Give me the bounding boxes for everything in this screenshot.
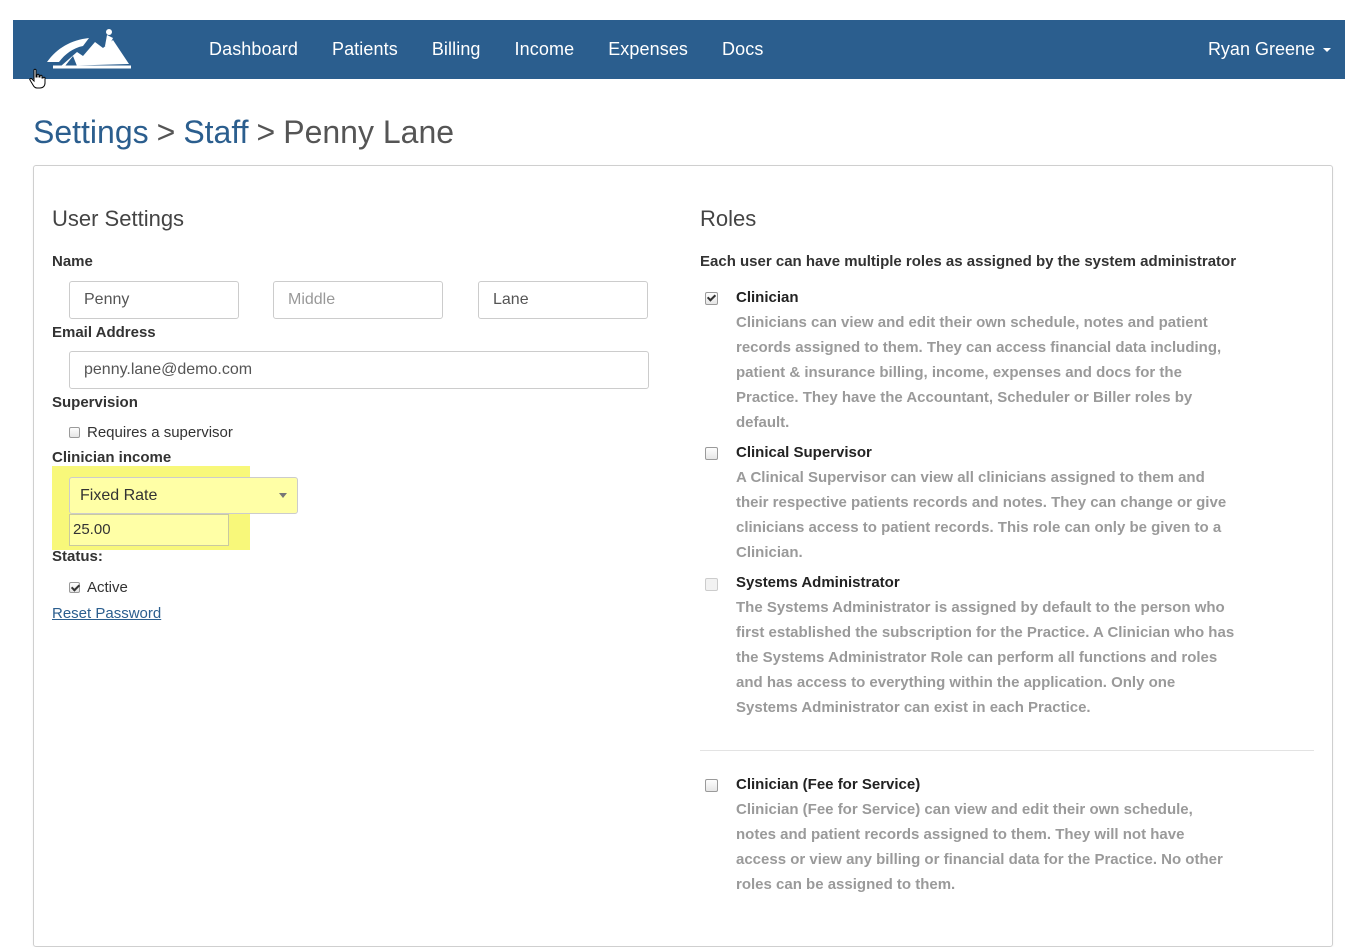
middle-name-input[interactable]: Middle — [273, 281, 443, 319]
user-settings-title: User Settings — [52, 206, 185, 231]
name-label: Name — [52, 253, 93, 270]
nav-billing[interactable]: Billing — [431, 39, 481, 59]
nav-patients[interactable]: Patients — [331, 39, 398, 59]
role-clinician-checkbox[interactable] — [705, 292, 718, 305]
breadcrumb-staff-link[interactable]: Staff — [183, 114, 249, 150]
user-name: Ryan Greene — [1207, 39, 1315, 59]
role-clinical-supervisor-checkbox[interactable] — [705, 447, 718, 460]
income-rate-input[interactable]: 25.00 — [69, 514, 229, 546]
caret-down-icon — [1323, 48, 1331, 52]
brand-logo-icon[interactable] — [43, 26, 135, 72]
nav-docs[interactable]: Docs — [722, 39, 764, 59]
role-systems-admin-checkbox[interactable] — [705, 578, 718, 591]
role-clinical-supervisor-desc: A Clinical Supervisor can view all clinicians assigned to them and their respective patients records and notes. They can change or give clinicians access to patient records. This role can only be given to a Clinician. — [736, 469, 1227, 561]
nav-income[interactable]: Income — [514, 39, 575, 59]
clinician-income-label: Clinician income — [52, 449, 172, 466]
roles-divider — [700, 750, 1314, 751]
email-input[interactable]: penny.lane@demo.com — [69, 351, 649, 389]
email-label: Email Address — [52, 324, 156, 341]
requires-supervisor-checkbox[interactable] — [69, 427, 80, 438]
role-clinician-desc: Clinicians can view and edit their own schedule, notes and patient records assigned to them. They can access financial data including, patient & insurance billing, income, expenses and docs for the Practice. They have the Accountant, Scheduler or Biller roles by default. — [736, 314, 1222, 431]
breadcrumb-current: Penny Lane — [283, 114, 455, 150]
last-name-input[interactable]: Lane — [478, 281, 648, 319]
role-fee-for-service-title: Clinician (Fee for Service) — [736, 776, 921, 793]
breadcrumb-settings-link[interactable]: Settings — [33, 114, 149, 150]
role-systems-admin-title: Systems Administrator — [736, 574, 900, 591]
dropdown-arrow-icon — [279, 493, 287, 498]
nav-dashboard[interactable]: Dashboard — [209, 39, 298, 59]
roles-subtitle: Each user can have multiple roles as assigned by the system administrator — [700, 253, 1237, 270]
status-label: Status: — [52, 548, 103, 565]
hand-cursor-icon — [29, 68, 47, 90]
nav-expenses[interactable]: Expenses — [608, 39, 689, 59]
breadcrumb — [33, 114, 454, 151]
role-systems-admin-desc: The Systems Administrator is assigned by default to the person who first established the subscription for the Practice. A Clinician who has the Systems Administrator Role can perform all functions and roles and has access to everything within the application. Only one Systems Administrator can exist in each Practice. — [736, 599, 1235, 716]
income-type-select[interactable] — [69, 477, 298, 514]
requires-supervisor-label: Requires a supervisor — [87, 424, 233, 441]
breadcrumb-separator: > — [256, 114, 276, 150]
first-name-input[interactable]: Penny — [69, 281, 239, 319]
role-clinical-supervisor-title: Clinical Supervisor — [736, 444, 872, 461]
role-fee-for-service-checkbox[interactable] — [705, 779, 718, 792]
supervision-label: Supervision — [52, 394, 138, 411]
top-navbar — [13, 20, 1345, 79]
user-menu[interactable] — [1208, 20, 1331, 79]
income-type-value: Fixed Rate — [80, 487, 158, 504]
reset-password-link[interactable]: Reset Password — [52, 605, 162, 622]
role-clinician-title: Clinician — [736, 289, 799, 306]
roles-title: Roles — [700, 206, 757, 231]
breadcrumb-separator: > — [156, 114, 176, 150]
active-label: Active — [87, 579, 128, 596]
active-checkbox[interactable] — [69, 582, 80, 593]
role-fee-for-service-desc: Clinician (Fee for Service) can view and edit their own schedule, notes and patient records assigned to them. They will not have access or view any billing or financial data for the Practice. No other roles can be assigned to them. — [736, 801, 1223, 893]
